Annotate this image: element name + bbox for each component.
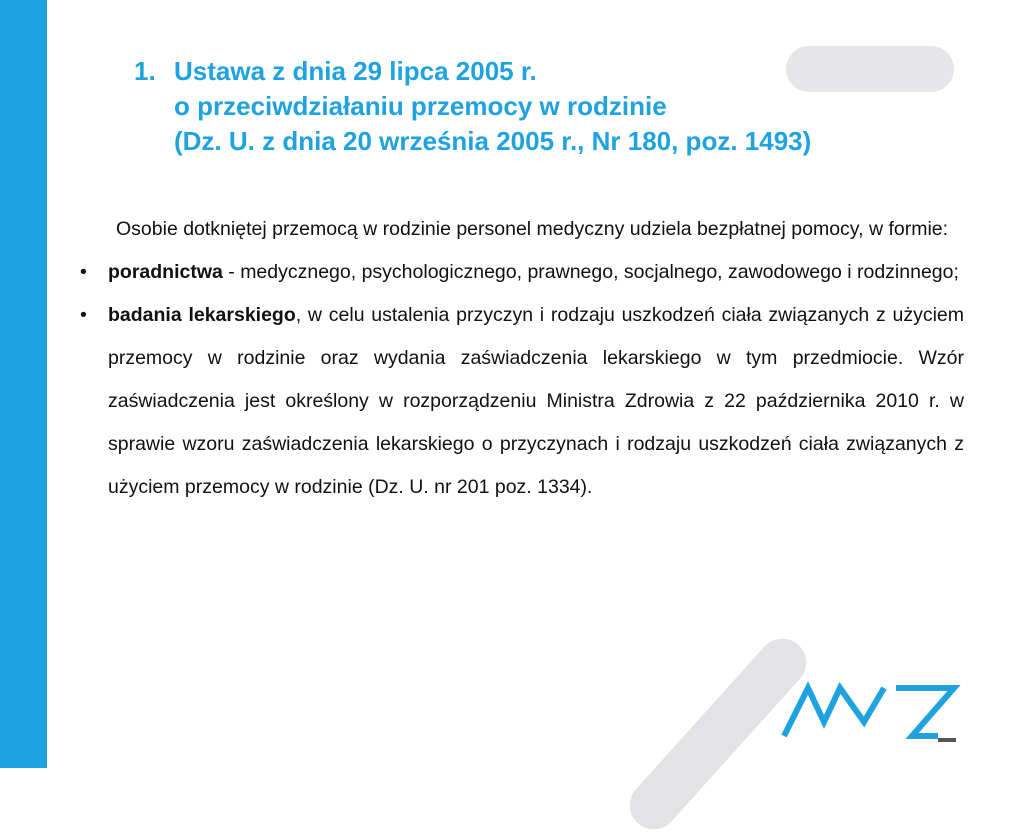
title-number: 1. — [134, 56, 156, 86]
bullet-list — [80, 251, 964, 509]
slide-title — [134, 54, 974, 159]
bullet-marker: • — [80, 261, 87, 283]
slide-body — [80, 208, 964, 509]
title-line-1 — [134, 54, 974, 89]
left-accent-bar — [0, 0, 47, 768]
bullet-item-medical-exam — [80, 294, 964, 509]
bullet-term: poradnictwa — [108, 261, 223, 283]
bullet-term: badania lekarskiego — [108, 304, 296, 326]
mz-logo-icon — [778, 678, 964, 744]
title-line-2: o przeciwdziałaniu przemocy w rodzinie — [174, 91, 667, 121]
bullet-text: , w celu ustalenia przyczyn i rodzaju uszkodzeń ciała związanych z użyciem przemocy w rodzinie oraz wydania zaświadczenia lekarskiego w tym przedmiocie. Wzór zaświadczenia jest określony w rozporządzeniu Ministra Zdrowia z 22 października 2010 r. w sprawie wzoru zaświadczenia lekarskiego o przyczynach i rodzaju uszkodzeń ciała związanych z użyciem przemocy w rodzinie (Dz. U. nr 201 poz. 1334). — [108, 304, 964, 498]
bullet-text: - medycznego, psychologicznego, prawnego, socjalnego, zawodowego i rodzinnego; — [222, 261, 959, 283]
bullet-marker: • — [80, 304, 87, 326]
title-line-1-text: Ustawa z dnia 29 lipca 2005 r. — [174, 56, 537, 86]
bullet-item-counseling — [80, 251, 964, 294]
intro-paragraph: Osobie dotkniętej przemocą w rodzinie personel medyczny udziela bezpłatnej pomocy, w formie: — [116, 218, 949, 240]
title-line-3: (Dz. U. z dnia 20 września 2005 r., Nr 180, poz. 1493) — [174, 126, 812, 156]
